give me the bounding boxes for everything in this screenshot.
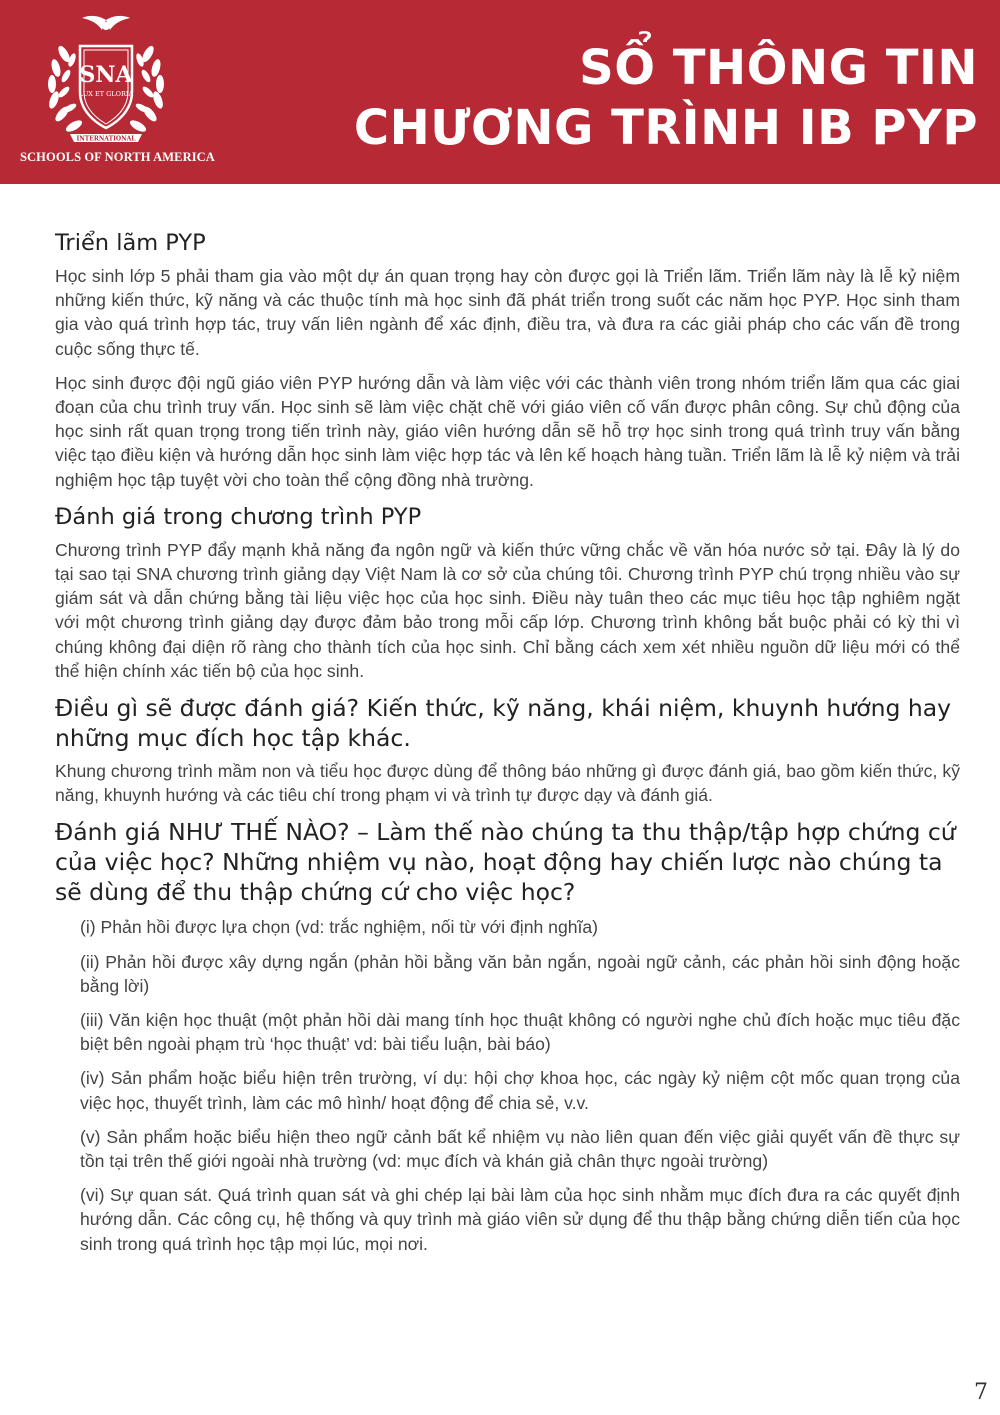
heading-how-assessed: Đánh giá NHƯ THẾ NÀO? – Làm thế nào chúng ta thu thập/tập hợp chứng cứ của việc học? Những nhiệm vụ nào, hoạt động hay chiến lược nào chúng ta sẽ dùng để thu thập chứng cứ cho việc học? — [55, 818, 956, 907]
list-item: (vi) Sự quan sát. Quá trình quan sát và ghi chép lại bài làm của học sinh nhằm mục đích đưa ra các quyết định hướng dẫn. Các công cụ, hệ thống và quy trình mà giáo viên sử dụng để thu thập bằng chứng diễn tiến của học sinh trong quá trình học tập mọi lúc, mọi nơi. — [80, 1185, 960, 1254]
page-header — [0, 0, 1000, 184]
heading-exhibition: Triển lãm PYP — [55, 230, 206, 256]
list-item: (iv) Sản phẩm hoặc biểu hiện trên trường, ví dụ: hội chợ khoa học, các ngày kỷ niệm cột mốc quan trọng của việc học, thuyết trình, làm các mô hình/ hoạt động để chia sẻ, v.v. — [80, 1068, 960, 1113]
paragraph: Khung chương trình mầm non và tiểu học được dùng để thông báo những gì được đánh giá, bao gồm kiến thức, kỹ năng, khuynh hướng và các tiêu chí trong phạm vi và trình tự được dạy và đánh giá. — [55, 761, 960, 806]
title-line-1: SỔ THÔNG TIN — [579, 40, 978, 96]
title-line-2: CHƯƠNG TRÌNH IB PYP — [353, 100, 978, 156]
list-item: (i) Phản hồi được lựa chọn (vd: trắc nghiệm, nối từ với định nghĩa) — [80, 917, 599, 938]
logo-banner: INTERNATIONAL — [76, 135, 136, 143]
paragraph: Học sinh được đội ngũ giáo viên PYP hướng dẫn và làm việc với các thành viên trong nhóm triển lãm qua các giai đoạn của chu trình truy vấn. Học sinh sẽ làm việc chặt chẽ với giáo viên cố vấn được phân công. Sự chủ động của học sinh rất quan trọng trong tiến trình này, giáo viên hướng dẫn sẽ hỗ trợ học sinh trong quá trình truy vấn bằng việc tạo điều kiện và hướng dẫn học sinh làm việc hợp tác và lên kế hoạch hàng tuần. Triển lãm là lễ kỷ niệm và trải nghiệm học tập tuyệt vời cho toàn thể cộng đồng nhà trường. — [55, 372, 960, 490]
document-title — [354, 38, 978, 158]
assessment-methods-list — [55, 915, 960, 1255]
list-item: (iii) Văn kiện học thuật (một phản hồi dài mang tính học thuật không có người nghe chủ đích hoặc mục tiêu đặc biệt bên ngoài phạm trù ‘học thuật’ vd: bài tiểu luận, bài báo) — [80, 1010, 960, 1055]
logo-caption: SCHOOLS OF NORTH AMERICA — [20, 150, 215, 164]
logo-monogram: SNA — [79, 62, 133, 88]
paragraph: Học sinh lớp 5 phải tham gia vào một dự án quan trọng hay còn được gọi là Triển lãm. Triển lãm này là lễ kỷ niệm những kiến thức, kỹ năng và các thuộc tính mà học sinh đã phát triển trong suốt các năm học PYP. Học sinh tham gia vào quá trình hợp tác, truy vấn liên ngành để xác định, điều tra, và đưa ra các giải pháp cho các vấn đề trong cuộc sống thực tế. — [55, 266, 960, 359]
school-logo — [20, 14, 215, 174]
heading-assessment: Đánh giá trong chương trình PYP — [55, 503, 422, 530]
laurel-crest-icon — [20, 14, 192, 154]
list-item: (v) Sản phẩm hoặc biểu hiện theo ngữ cảnh bất kể nhiệm vụ nào liên quan đến việc giải quyết vấn đề thực sự tồn tại trên thế giới ngoài nhà trường (vd: mục đích và khán giả chân thực ngoài trường) — [80, 1126, 960, 1172]
page-content — [55, 228, 960, 1266]
list-item: (ii) Phản hồi được xây dựng ngắn (phản hồi bằng văn bản ngắn, ngoài ngữ cảnh, các phản hồi sinh động hoặc bằng lời) — [80, 951, 960, 996]
paragraph: Chương trình PYP đẩy mạnh khả năng đa ngôn ngữ và kiến thức vững chắc về văn hóa nước sở tại. Đây là lý do tại sao tại SNA chương trình giảng dạy Việt Nam là cơ sở của chúng tôi. Chương trình PYP chú trọng nhiều vào sự giám sát và dẫn chứng bằng tài liệu việc học của học sinh. Điều này tuân theo các mục tiêu học tập nghiêm ngặt với một chương trình giảng dạy được đảm bảo trong mỗi cấp lớp. Chương trình không bắt buộc phải có kỳ thi vì chúng không đại diện rõ ràng cho thành tích của học sinh. Chỉ bằng cách xem xét nhiều nguồn dữ liệu mới có thể thể hiện chính xác tiến bộ của học sinh. — [55, 539, 960, 681]
logo-motto: LUX ET GLORIA — [78, 90, 134, 98]
page-number: 7 — [974, 1380, 988, 1405]
heading-what-assessed: Điều gì sẽ được đánh giá? Kiến thức, kỹ năng, khái niệm, khuynh hướng hay những mục đích học tập khác. — [55, 694, 952, 753]
